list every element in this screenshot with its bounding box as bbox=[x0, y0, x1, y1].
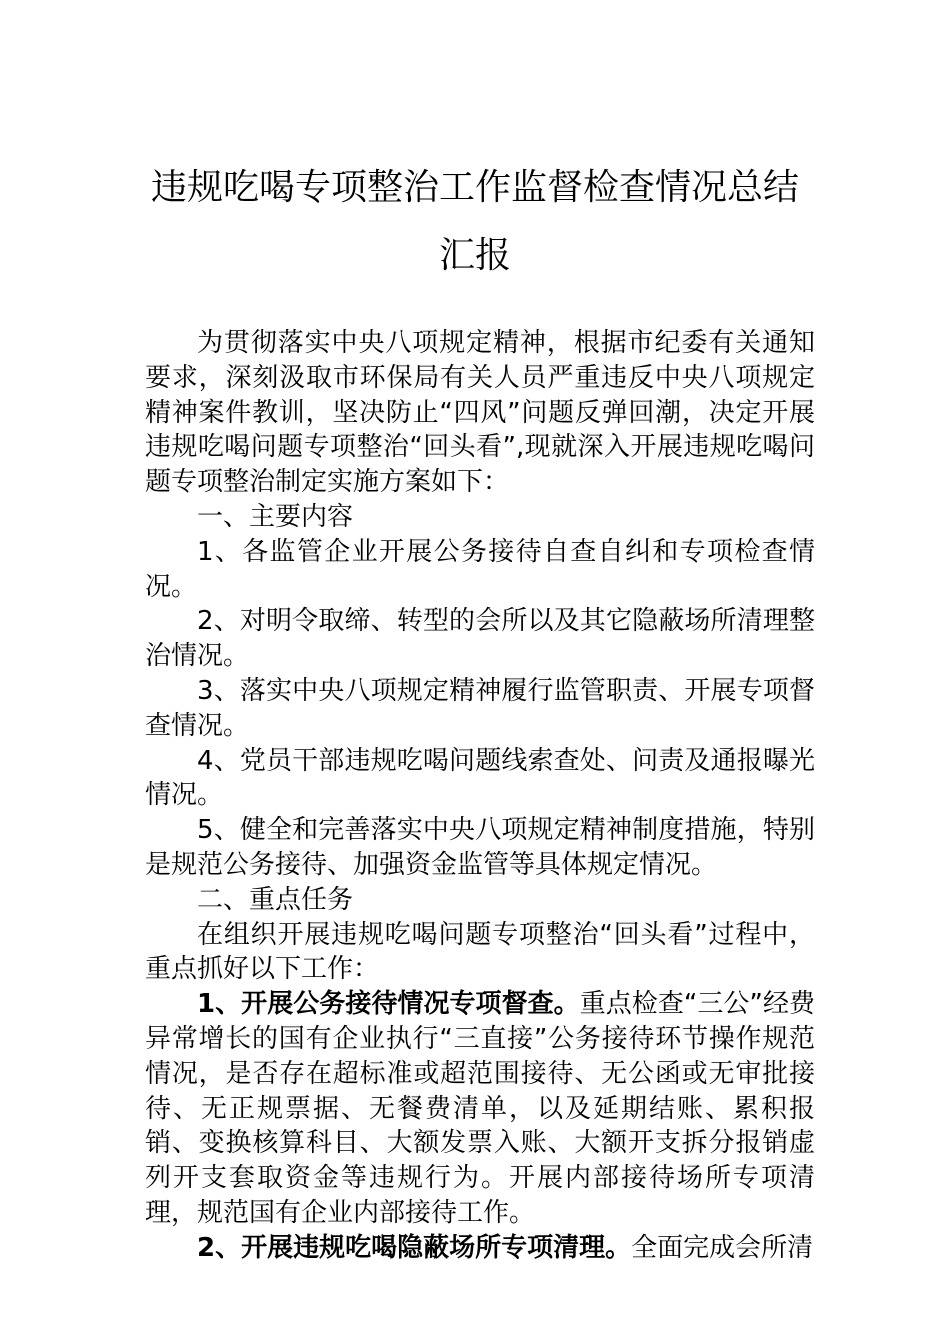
paragraph-intro: 为贯彻落实中央八项规定精神，根据市纪委有关通知要求，深刻汲取市环保局有关人员严重违反中央八项规定精神案件教训，坚决防止“四风”问题反弹回潮，决定开展违规吃喝问题专项整治“回头看”,现就深入开展违规吃喝问题专项整治制定实施方案如下： bbox=[145, 328, 815, 498]
paragraph-key-tasks-intro: 在组织开展违规吃喝问题专项整治“回头看”过程中，重点抓好以下工作： bbox=[145, 919, 815, 985]
task-1-heading: 1、开展公务接待情况专项督查。 bbox=[197, 989, 580, 1020]
section-heading-key-tasks: 二、重点任务 bbox=[197, 884, 354, 915]
list-item-2: 2、对明令取缔、转型的会所以及其它隐蔽场所清理整治情况。 bbox=[145, 606, 815, 672]
list-item-3: 3、落实中央八项规定精神履行监管职责、开展专项督查情况。 bbox=[145, 675, 815, 741]
list-item-5: 5、健全和完善落实中央八项规定精神制度措施，特别是规范公务接待、加强资金监管等具体规定情况。 bbox=[145, 815, 815, 880]
list-item-1: 1、各监管企业开展公务接待自查自纠和专项检查情况。 bbox=[145, 536, 815, 602]
list-item-4: 4、党员干部违规吃喝问题线索查处、问责及通报曝光情况。 bbox=[145, 745, 815, 811]
document-title-line-1: 违规吃喝专项整治工作监督检查情况总结 bbox=[150, 167, 799, 208]
task-2-heading: 2、开展违规吃喝隐蔽场所专项清理。 bbox=[197, 1232, 632, 1263]
paragraph-task-1: 1、开展公务接待情况专项督查。重点检查“三公”经费异常增长的国有企业执行“三直接”公务接待环节操作规范情况，是否存在超标准或超范围接待、无公函或无审批接待、无正规票据、无餐费清单，以及延期结账、累积报销、变换核算科目、大额发票入账、大额开支拆分报销虚列开支套取资金等违规行为。开展内部接待场所专项清理，规范国有企业内部接待工作。 bbox=[145, 989, 815, 1228]
document-title-line-2: 汇报 bbox=[438, 235, 511, 276]
paragraph-task-2: 2、开展违规吃喝隐蔽场所专项清理。全面完成会所清 bbox=[197, 1232, 814, 1263]
section-heading-main-content: 一、主要内容 bbox=[197, 501, 354, 532]
document-body bbox=[145, 326, 815, 1266]
